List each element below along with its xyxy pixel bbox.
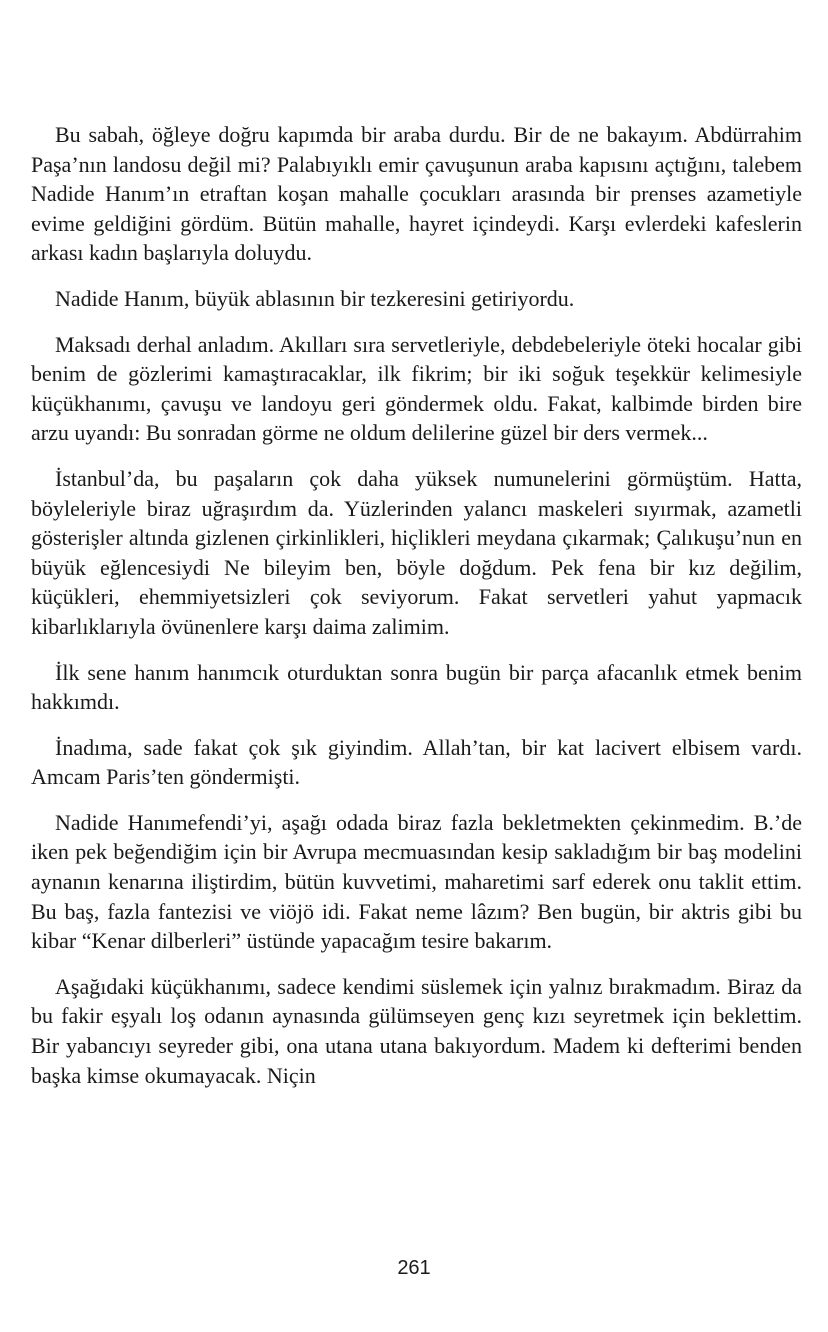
paragraph-4: İstanbul’da, bu paşaların çok daha yüksek numunelerini görmüştüm. Hatta, böyleleriyle biraz uğraşırdım da. Yüzlerinden yalancı maskeleri sıyırmak, azametli gösterişler altında gizlenen çirkinlikleri, hiçlikleri meydana çıkarmak; Çalıkuşu’nun en büyük eğlencesiydi Ne bileyim ben, böyle doğdum. Pek fena bir kız değilim, küçükleri, ehemmiyetsizleri çok seviyorum. Fakat servetleri yahut yapmacık kibarlıklarıyla övünenlere karşı daima zalimim. (31, 465, 802, 639)
page-body (31, 120, 802, 1106)
page-number: 261 (397, 1257, 431, 1279)
paragraph-1: Bu sabah, öğleye doğru kapımda bir araba durdu. Bir de ne bakayım. Abdürrahim Paşa’nın landosu değil mi? Palabıyıklı emir çavuşunun araba kapısını açtığını, talebem Nadide Hanım’ın etraftan koşan mahalle çocukları arasında bir prenses azametiyle evime geldiğini gördüm. Bütün mahalle, hayret içindeydi. Karşı evlerdeki kafeslerin arkası kadın başlarıyla doluydu. (31, 122, 802, 266)
paragraph-8: Aşağıdaki küçükhanımı, sadece kendimi süslemek için yalnız bırakmadım. Biraz da bu fakir eşyalı loş odanın aynasında gülümseyen genç kızı seyretmek için beklettim. Bir yabancıyı seyreder gibi, ona utana utana bakıyordum. Madem ki defterimi benden başka kimse okumayacak. Niçin (31, 973, 802, 1088)
paragraph-2: Nadide Hanım, büyük ablasının bir tezkeresini getiriyordu. (55, 285, 575, 311)
paragraph-5: İlk sene hanım hanımcık oturduktan sonra bugün bir parça afacanlık etmek benim hakkımdı. (31, 659, 802, 715)
paragraph-3: Maksadı derhal anladım. Akılları sıra servetleriyle, debdebeleriyle öteki hocalar gibi benim de gözlerimi kamaştıracaklar, ilk fikrim; bir iki soğuk teşekkür kelimesiyle küçükhanımı, çavuşu ve landoyu geri göndermek oldu. Fakat, kalbimde birden bire arzu uyandı: Bu sonradan görme ne oldum delilerine güzel bir ders vermek... (31, 331, 802, 446)
paragraph-7: Nadide Hanımefendi’yi, aşağı odada biraz fazla bekletmekten çekinmedim. B.’de iken pek beğendiğim için bir Avrupa mecmuasından kesip sakladığım bir baş modelini aynanın kenarına iliştirdim, bütün kuvvetimi, maharetimi sarf ederek onu taklit ettim. Bu baş, fazla fantezisi ve viöjö idi. Fakat neme lâzım? Ben bugün, bir aktris gibi bu kibar “Kenar dilberleri” üstünde yapacağım tesire bakarım. (31, 809, 802, 954)
paragraph-6: İnadıma, sade fakat çok şık giyindim. Allah’tan, bir kat lacivert elbisem vardı. Amcam Paris’ten göndermişti. (31, 734, 802, 790)
